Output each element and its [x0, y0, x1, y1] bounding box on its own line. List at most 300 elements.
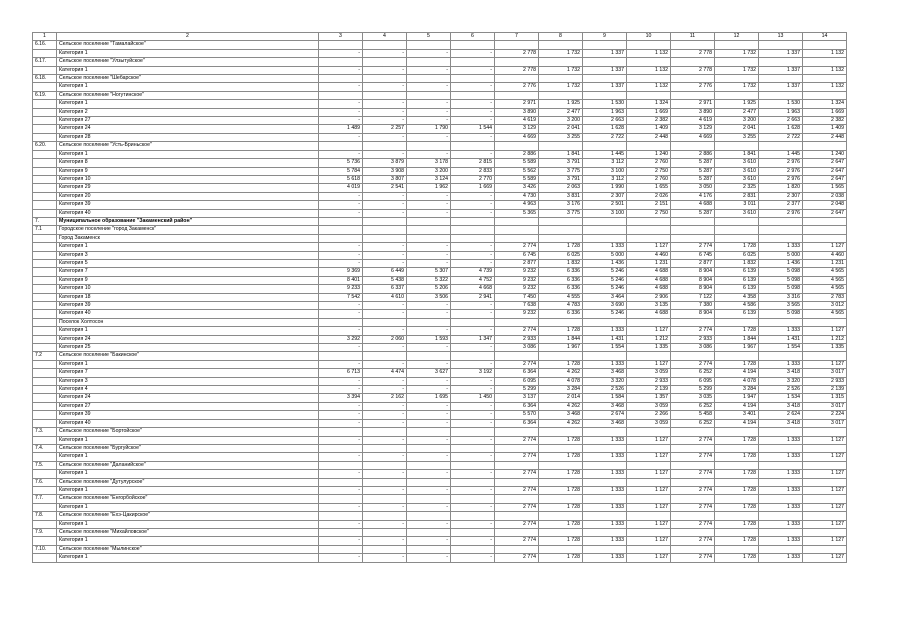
row-number-cell: [33, 201, 57, 209]
empty-cell: [495, 217, 539, 225]
value-cell: 1 127: [627, 327, 671, 335]
value-cell: 1 728: [715, 503, 759, 511]
value-cell: 2 760: [627, 159, 671, 167]
value-cell: 3 200: [539, 117, 583, 125]
empty-cell: [715, 75, 759, 83]
table-row: [33, 453, 847, 461]
value-cell: 1 728: [539, 520, 583, 528]
empty-cell: [539, 444, 583, 452]
section-number-cell: 6.20.: [33, 142, 57, 150]
value-cell: 1 832: [715, 259, 759, 267]
row-number-cell: [33, 344, 57, 352]
empty-cell: [671, 428, 715, 436]
value-cell: 6 095: [671, 377, 715, 385]
empty-cell: [627, 528, 671, 536]
table-row: [33, 335, 847, 343]
value-cell: -: [363, 327, 407, 335]
value-cell: 1 844: [539, 335, 583, 343]
empty-cell: [803, 234, 847, 242]
value-cell: 2 477: [715, 108, 759, 116]
empty-cell: [583, 58, 627, 66]
empty-cell: [627, 41, 671, 49]
row-label-cell: Категория 1: [57, 150, 319, 158]
value-cell: 1 127: [803, 486, 847, 494]
value-cell: 3 565: [759, 302, 803, 310]
value-cell: 3 284: [539, 386, 583, 394]
table-row: [33, 394, 847, 402]
value-cell: 1 841: [539, 150, 583, 158]
empty-cell: [539, 234, 583, 242]
value-cell: 2 778: [495, 49, 539, 57]
value-cell: -: [363, 310, 407, 318]
section-title-cell: Сельское поселение "Мылинское": [57, 545, 319, 553]
value-cell: -: [363, 377, 407, 385]
value-cell: 2 774: [671, 470, 715, 478]
value-cell: 2 774: [671, 537, 715, 545]
empty-cell: [495, 58, 539, 66]
empty-cell: [803, 495, 847, 503]
value-cell: 2 933: [495, 335, 539, 343]
value-cell: 5 246: [583, 268, 627, 276]
section-title-cell: Сельское поселение "Тамалайское": [57, 41, 319, 49]
section-number-cell: 7.2: [33, 352, 57, 360]
value-cell: 4 262: [539, 402, 583, 410]
value-cell: 2 774: [671, 327, 715, 335]
row-label-cell: Категория 1: [57, 83, 319, 91]
value-cell: 3 178: [407, 159, 451, 167]
value-cell: 1 333: [583, 360, 627, 368]
empty-cell: [627, 217, 671, 225]
row-label-cell: Категория 1: [57, 100, 319, 108]
empty-cell: [363, 217, 407, 225]
value-cell: -: [363, 66, 407, 74]
value-cell: -: [407, 402, 451, 410]
value-cell: 3 050: [671, 184, 715, 192]
row-label-cell: Категория 20: [57, 192, 319, 200]
empty-cell: [583, 142, 627, 150]
value-cell: 1 212: [627, 335, 671, 343]
value-cell: 2 060: [363, 335, 407, 343]
empty-cell: [715, 41, 759, 49]
row-label-cell: Категория 1: [57, 243, 319, 251]
value-cell: 1 333: [583, 503, 627, 511]
empty-cell: [407, 444, 451, 452]
empty-cell: [539, 545, 583, 553]
value-cell: 2 526: [759, 386, 803, 394]
value-cell: 1 584: [583, 394, 627, 402]
value-cell: -: [363, 360, 407, 368]
row-number-cell: [33, 470, 57, 478]
value-cell: 1 315: [803, 394, 847, 402]
value-cell: 5 307: [407, 268, 451, 276]
value-cell: -: [363, 411, 407, 419]
row-label-cell: Категория 29: [57, 184, 319, 192]
value-cell: -: [319, 377, 363, 385]
value-cell: 1 333: [759, 470, 803, 478]
value-cell: 1 127: [803, 503, 847, 511]
value-cell: -: [407, 453, 451, 461]
row-number-cell: [33, 377, 57, 385]
value-cell: 2 831: [715, 192, 759, 200]
row-label-cell: Категория 4: [57, 386, 319, 394]
empty-cell: [495, 41, 539, 49]
section-number-cell: 7.5.: [33, 461, 57, 469]
value-cell: -: [363, 201, 407, 209]
value-cell: -: [319, 436, 363, 444]
value-cell: 1 409: [803, 125, 847, 133]
value-cell: -: [319, 520, 363, 528]
empty-cell: [803, 545, 847, 553]
value-cell: -: [363, 209, 407, 217]
value-cell: -: [319, 360, 363, 368]
row-label-cell: Категория 1: [57, 470, 319, 478]
value-cell: 3 426: [495, 184, 539, 192]
empty-cell: [803, 58, 847, 66]
empty-cell: [803, 41, 847, 49]
empty-cell: [539, 512, 583, 520]
value-cell: 1 335: [627, 344, 671, 352]
empty-cell: [319, 91, 363, 99]
value-cell: -: [407, 100, 451, 108]
empty-cell: [363, 75, 407, 83]
value-cell: 1 132: [803, 66, 847, 74]
empty-cell: [759, 318, 803, 326]
empty-cell: [363, 428, 407, 436]
value-cell: 5 784: [319, 167, 363, 175]
row-label-cell: Категория 1: [57, 49, 319, 57]
value-cell: 1 554: [759, 344, 803, 352]
value-cell: 7 450: [495, 293, 539, 301]
value-cell: 1 628: [583, 125, 627, 133]
empty-cell: [407, 318, 451, 326]
value-cell: 4 752: [451, 276, 495, 284]
value-cell: 2 162: [363, 394, 407, 402]
empty-cell: [495, 352, 539, 360]
value-cell: 1 655: [627, 184, 671, 192]
value-cell: 3 129: [671, 125, 715, 133]
row-number-cell: [33, 125, 57, 133]
value-cell: -: [407, 209, 451, 217]
value-cell: 1 669: [627, 108, 671, 116]
column-header: 12: [715, 33, 759, 41]
value-cell: -: [451, 486, 495, 494]
value-cell: 2 886: [495, 150, 539, 158]
row-label-cell: Категория 25: [57, 344, 319, 352]
value-cell: 2 774: [495, 537, 539, 545]
empty-cell: [319, 528, 363, 536]
empty-cell: [495, 226, 539, 234]
value-cell: 5 322: [407, 276, 451, 284]
column-header: 9: [583, 33, 627, 41]
table-row: [33, 520, 847, 528]
value-cell: 3 468: [583, 402, 627, 410]
empty-cell: [363, 234, 407, 242]
value-cell: 1 962: [407, 184, 451, 192]
empty-cell: [803, 512, 847, 520]
value-cell: 1 967: [539, 344, 583, 352]
table-row: [33, 276, 847, 284]
value-cell: 1 963: [583, 108, 627, 116]
empty-cell: [319, 75, 363, 83]
value-cell: 2 014: [539, 394, 583, 402]
empty-cell: [627, 91, 671, 99]
empty-cell: [671, 444, 715, 452]
value-cell: -: [363, 83, 407, 91]
empty-cell: [671, 142, 715, 150]
row-label-cell: Категория 39: [57, 201, 319, 209]
row-number-cell: [33, 175, 57, 183]
value-cell: 1 333: [583, 470, 627, 478]
value-cell: 5 365: [495, 209, 539, 217]
value-cell: -: [363, 344, 407, 352]
empty-cell: [803, 142, 847, 150]
empty-cell: [715, 217, 759, 225]
empty-cell: [759, 58, 803, 66]
empty-cell: [407, 234, 451, 242]
empty-cell: [539, 478, 583, 486]
value-cell: 6 252: [671, 369, 715, 377]
value-cell: 8 904: [671, 276, 715, 284]
document-page: [32, 32, 846, 563]
value-cell: 1 728: [715, 453, 759, 461]
value-cell: 3 791: [539, 175, 583, 183]
value-cell: 1 530: [759, 100, 803, 108]
value-cell: 2 774: [495, 486, 539, 494]
column-header: 8: [539, 33, 583, 41]
value-cell: 3 394: [319, 394, 363, 402]
empty-cell: [495, 142, 539, 150]
value-cell: 1 436: [583, 259, 627, 267]
empty-cell: [363, 478, 407, 486]
value-cell: -: [451, 537, 495, 545]
column-header: 13: [759, 33, 803, 41]
value-cell: 1 127: [627, 486, 671, 494]
value-cell: 1 593: [407, 335, 451, 343]
row-label-cell: Категория 1: [57, 537, 319, 545]
empty-cell: [539, 528, 583, 536]
value-cell: 1 728: [539, 360, 583, 368]
value-cell: 1 335: [803, 344, 847, 352]
value-cell: 3 908: [363, 167, 407, 175]
value-cell: 6 336: [539, 268, 583, 276]
row-label-cell: Категория 40: [57, 419, 319, 427]
empty-cell: [759, 352, 803, 360]
value-cell: 4 610: [363, 293, 407, 301]
value-cell: 1 669: [803, 108, 847, 116]
value-cell: -: [407, 243, 451, 251]
value-cell: 3 506: [407, 293, 451, 301]
column-header: 3: [319, 33, 363, 41]
column-header: 2: [57, 33, 319, 41]
value-cell: 1 967: [715, 344, 759, 352]
value-cell: 4 963: [495, 201, 539, 209]
row-number-cell: [33, 108, 57, 116]
value-cell: -: [451, 436, 495, 444]
value-cell: 3 112: [583, 159, 627, 167]
value-cell: -: [451, 100, 495, 108]
section-title-cell: Сельское поселение "Бакинское": [57, 352, 319, 360]
section-title-cell: Поселок Холтосон: [57, 318, 319, 326]
empty-cell: [583, 444, 627, 452]
empty-cell: [495, 461, 539, 469]
empty-cell: [451, 58, 495, 66]
table-row: [33, 209, 847, 217]
value-cell: 4 078: [539, 377, 583, 385]
value-cell: 2 774: [495, 360, 539, 368]
value-cell: 2 750: [627, 209, 671, 217]
row-label-cell: Категория 8: [57, 159, 319, 167]
row-number-cell: [33, 243, 57, 251]
value-cell: 6 449: [363, 268, 407, 276]
value-cell: 2 722: [583, 133, 627, 141]
empty-cell: [363, 226, 407, 234]
value-cell: 9 369: [319, 268, 363, 276]
value-cell: 2 501: [583, 201, 627, 209]
section-title-cell: Сельское поселение "Дутулурское": [57, 478, 319, 486]
value-cell: 1 565: [803, 184, 847, 192]
value-cell: 1 333: [583, 327, 627, 335]
row-number-cell: [33, 503, 57, 511]
value-cell: 2 377: [759, 201, 803, 209]
row-label-cell: Категория 24: [57, 394, 319, 402]
value-cell: 1 333: [583, 243, 627, 251]
value-cell: 1 963: [759, 108, 803, 116]
empty-cell: [319, 428, 363, 436]
value-cell: 3 086: [671, 344, 715, 352]
value-cell: 9 232: [495, 310, 539, 318]
value-cell: 3 879: [363, 159, 407, 167]
empty-cell: [671, 75, 715, 83]
value-cell: 2 139: [803, 386, 847, 394]
value-cell: 1 132: [627, 83, 671, 91]
value-cell: 2 647: [803, 209, 847, 217]
subsection-row: [33, 226, 847, 234]
row-number-cell: [33, 394, 57, 402]
value-cell: 2 774: [495, 453, 539, 461]
value-cell: 3 017: [803, 419, 847, 427]
empty-cell: [671, 461, 715, 469]
value-cell: 5 098: [759, 310, 803, 318]
value-cell: -: [319, 503, 363, 511]
value-cell: 2 048: [803, 201, 847, 209]
column-header: 11: [671, 33, 715, 41]
value-cell: 1 132: [627, 49, 671, 57]
row-number-cell: [33, 285, 57, 293]
table-row: [33, 159, 847, 167]
section-number-cell: 7.9.: [33, 528, 57, 536]
value-cell: -: [319, 419, 363, 427]
empty-cell: [583, 91, 627, 99]
value-cell: 2 526: [583, 386, 627, 394]
value-cell: -: [407, 108, 451, 116]
value-cell: 1 127: [627, 453, 671, 461]
value-cell: 2 026: [627, 192, 671, 200]
value-cell: 1 127: [627, 520, 671, 528]
value-cell: 2 063: [539, 184, 583, 192]
row-number-cell: [33, 150, 57, 158]
empty-cell: [539, 91, 583, 99]
value-cell: -: [407, 66, 451, 74]
value-cell: 4 176: [671, 192, 715, 200]
row-number-cell: [33, 360, 57, 368]
value-cell: -: [363, 302, 407, 310]
value-cell: 3 401: [715, 411, 759, 419]
value-cell: 1 240: [803, 150, 847, 158]
row-number-cell: [33, 66, 57, 74]
value-cell: 3 255: [539, 133, 583, 141]
section-title-cell: Сельское поселение "Ехэ-Цакирское": [57, 512, 319, 520]
value-cell: 1 127: [803, 554, 847, 562]
value-cell: 3 012: [803, 302, 847, 310]
value-cell: -: [363, 554, 407, 562]
value-cell: 1 728: [715, 327, 759, 335]
empty-cell: [715, 91, 759, 99]
empty-cell: [627, 512, 671, 520]
empty-cell: [451, 352, 495, 360]
value-cell: 2 750: [627, 167, 671, 175]
value-cell: 1 732: [715, 83, 759, 91]
empty-cell: [627, 226, 671, 234]
empty-cell: [803, 352, 847, 360]
value-cell: 1 333: [759, 554, 803, 562]
value-cell: 1 127: [627, 537, 671, 545]
value-cell: -: [407, 470, 451, 478]
table-row: [33, 49, 847, 57]
row-label-cell: Категория 7: [57, 369, 319, 377]
row-label-cell: Категория 10: [57, 175, 319, 183]
value-cell: 4 474: [363, 369, 407, 377]
value-cell: 3 017: [803, 369, 847, 377]
value-cell: 1 790: [407, 125, 451, 133]
empty-cell: [451, 318, 495, 326]
value-cell: -: [451, 327, 495, 335]
empty-cell: [583, 495, 627, 503]
empty-cell: [407, 461, 451, 469]
empty-cell: [715, 461, 759, 469]
empty-cell: [803, 478, 847, 486]
table-row: [33, 192, 847, 200]
value-cell: 1 732: [715, 49, 759, 57]
empty-cell: [363, 142, 407, 150]
value-cell: 1 728: [539, 243, 583, 251]
value-cell: 6 025: [715, 251, 759, 259]
value-cell: 4 460: [627, 251, 671, 259]
empty-cell: [363, 352, 407, 360]
value-cell: 1 431: [759, 335, 803, 343]
value-cell: 5 000: [583, 251, 627, 259]
value-cell: 1 728: [539, 537, 583, 545]
empty-cell: [583, 428, 627, 436]
empty-cell: [495, 428, 539, 436]
value-cell: 3 468: [583, 419, 627, 427]
row-label-cell: Категория 10: [57, 285, 319, 293]
table-row: [33, 201, 847, 209]
value-cell: 5 287: [671, 167, 715, 175]
section-number-cell: [33, 318, 57, 326]
value-cell: 6 139: [715, 310, 759, 318]
value-cell: -: [407, 344, 451, 352]
empty-cell: [407, 512, 451, 520]
value-cell: -: [363, 108, 407, 116]
value-cell: -: [319, 302, 363, 310]
empty-cell: [363, 495, 407, 503]
value-cell: -: [319, 470, 363, 478]
row-number-cell: [33, 268, 57, 276]
value-cell: -: [319, 49, 363, 57]
empty-cell: [539, 461, 583, 469]
empty-cell: [319, 318, 363, 326]
value-cell: 2 774: [495, 503, 539, 511]
